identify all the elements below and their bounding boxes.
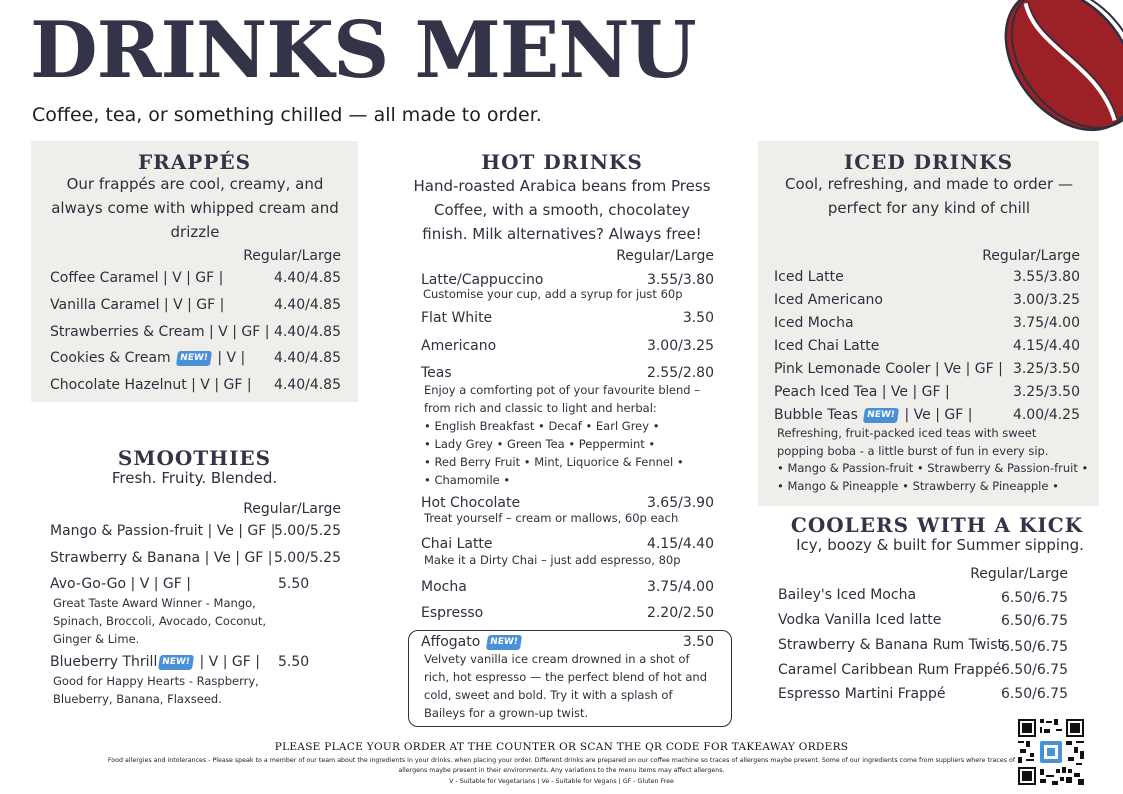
menu-item: Latte/Cappuccino: [421, 272, 544, 288]
iced-drinks-column-header: Regular/Large: [982, 248, 1080, 264]
footer-dietary-key: V - Suitable for Vegetarians | Ve - Suitable for Vegans | GF - Gluten Free: [449, 778, 674, 785]
menu-item: Strawberry & Banana | Ve | GF |: [50, 550, 273, 566]
menu-item-name: Affogato: [421, 634, 481, 650]
tea-list-line: • Red Berry Fruit • Mint, Liquorice & Fennel •: [424, 455, 684, 469]
menu-price: 5.50: [278, 576, 310, 592]
menu-price: 4.15/4.40: [1012, 338, 1080, 354]
menu-price: 3.75/4.00: [1012, 315, 1080, 331]
menu-price: 5.50: [278, 654, 310, 670]
menu-price: 3.55/3.80: [1012, 269, 1080, 285]
new-badge: NEW!: [863, 408, 899, 423]
smoothies-title: SMOOTHIES: [117, 446, 272, 470]
hot-drinks-title: HOT DRINKS: [481, 150, 643, 174]
menu-price: 3.00/3.25: [1012, 292, 1080, 308]
menu-item: Bailey's Iced Mocha: [778, 587, 917, 603]
menu-price: 5.00/5.25: [273, 523, 341, 539]
menu-price: 5.00/5.25: [273, 550, 341, 566]
menu-item: Flat White: [421, 310, 493, 326]
smoothies-description: Fresh. Fruity. Blended.: [111, 469, 278, 487]
iced-drinks-title: ICED DRINKS: [843, 150, 1014, 174]
frappes-description: Our frappés are cool, creamy, and always come with whipped cream and drizzle: [51, 175, 339, 241]
menu-price: 3.00/3.25: [646, 338, 714, 354]
menu-item-tags: | V | GF |: [199, 654, 260, 670]
menu-item-note: Customise your cup, add a syrup for just 60p: [423, 287, 683, 301]
menu-item: Peach Iced Tea | Ve | GF |: [774, 384, 950, 400]
menu-item: Teas: [421, 365, 452, 381]
menu-item: Mocha: [421, 579, 467, 595]
menu-item: Hot Chocolate: [421, 495, 521, 511]
frappes-column-header: Regular/Large: [243, 248, 341, 264]
menu-item: Coffee Caramel | V | GF |: [50, 270, 224, 286]
menu-item-tags: | V |: [217, 350, 246, 366]
menu-item: Iced Chai Latte: [774, 338, 880, 354]
footer-allergy-notice: Food allergies and intolerances - Please speak to a member of our team about the ingredients in your drinks, when placing your order. Different drinks are prepared on our coffee machine so traces of allergens maybe present. Some of our ingredients come from suppliers where traces of allergens maybe present in their environments. Any variations to the menu items may affect allergens.: [107, 757, 1016, 774]
qr-code-icon[interactable]: [1018, 719, 1084, 785]
coolers-description: Icy, boozy & built for Summer sipping.: [796, 536, 1084, 554]
menu-item-note: Refreshing, fruit-packed iced teas with sweet popping boba - a little burst of fun in every sip.: [777, 426, 1049, 458]
menu-price: 4.00/4.25: [1012, 407, 1080, 423]
iced-drinks-description: Cool, refreshing, and made to order — perfect for any kind of chill: [785, 175, 1073, 217]
tea-list-line: • Chamomile •: [424, 473, 511, 487]
menu-item: Americano: [421, 338, 497, 354]
menu-item: Espresso: [421, 605, 484, 621]
menu-price: 6.50/6.75: [1000, 686, 1068, 702]
menu-item-name: Bubble Teas: [774, 407, 858, 423]
menu-price: 3.25/3.50: [1012, 361, 1080, 377]
menu-item: Espresso Martini Frappé: [778, 686, 946, 702]
menu-item-note: Good for Happy Hearts - Raspberry, Blueberry, Banana, Flaxseed.: [53, 674, 259, 706]
boba-list-line: • Mango & Passion-fruit • Strawberry & Passion-fruit •: [777, 461, 1089, 475]
menu-price: 4.15/4.40: [646, 536, 714, 552]
menu-item-note: Great Taste Award Winner - Mango, Spinach, Broccoli, Avocado, Coconut, Ginger & Lime.: [53, 596, 267, 646]
menu-price: 3.25/3.50: [1012, 384, 1080, 400]
menu-item: Vanilla Caramel | V | GF |: [50, 297, 225, 313]
hot-drinks-description: Hand-roasted Arabica beans from Press Coffee, with a smooth, chocolatey finish. Milk alternatives? Always free!: [413, 177, 711, 243]
new-badge: NEW!: [176, 351, 212, 366]
menu-item: Pink Lemonade Cooler | Ve | GF |: [774, 361, 1003, 377]
coffee-bean-icon: [990, 0, 1123, 150]
menu-price: 6.50/6.75: [1000, 590, 1068, 606]
menu-item-note: Make it a Dirty Chai – just add espresso, 80p: [424, 553, 681, 567]
menu-item: [774, 407, 972, 423]
menu-item: Iced Mocha: [774, 315, 854, 331]
menu-price: 4.40/4.85: [273, 297, 341, 313]
menu-price: 4.40/4.85: [273, 270, 341, 286]
menu-price: 3.55/3.80: [646, 272, 714, 288]
coolers-column-header: Regular/Large: [970, 566, 1068, 582]
smoothies-column-header: Regular/Large: [243, 501, 341, 517]
menu-item-note: Velvety vanilla ice cream drowned in a shot of rich, hot espresso — the perfect blend of hot and cold, sweet and bold. Try it with a splash of Baileys for a grown-up twist.: [424, 652, 708, 720]
menu-item: [50, 350, 245, 366]
new-badge: NEW!: [158, 655, 194, 670]
menu-item: Mango & Passion-fruit | Ve | GF |: [50, 523, 276, 539]
menu-item: Avo-Go-Go | V | GF |: [50, 576, 191, 592]
boba-list-line: • Mango & Pineapple • Strawberry & Pineapple •: [777, 479, 1059, 493]
menu-item: Strawberries & Cream | V | GF |: [50, 324, 270, 340]
menu-price: 4.40/4.85: [273, 377, 341, 393]
frappes-title: FRAPPÉS: [137, 150, 252, 174]
coolers-title: COOLERS WITH A KICK: [790, 513, 1084, 537]
menu-item: Iced Americano: [774, 292, 883, 308]
tea-list-line: • Lady Grey • Green Tea • Peppermint •: [424, 437, 656, 451]
menu-item: Chocolate Hazelnut | V | GF |: [50, 377, 252, 393]
menu-price: 2.55/2.80: [646, 365, 714, 381]
menu-item: Vodka Vanilla Iced latte: [778, 612, 942, 628]
page-subtitle: Coffee, tea, or something chilled — all made to order.: [32, 104, 542, 126]
menu-price: 3.50: [682, 634, 714, 650]
menu-price: 4.40/4.85: [273, 350, 341, 366]
menu-price: 6.50/6.75: [1000, 613, 1068, 629]
hot-drinks-column-header: Regular/Large: [616, 248, 714, 264]
menu-item-name: Cookies & Cream: [50, 350, 171, 366]
menu-item-name: Blueberry Thrill: [50, 654, 158, 670]
menu-item-note: Treat yourself – cream or mallows, 60p each: [424, 511, 679, 525]
page-title: DRINKS MENU: [30, 5, 696, 96]
menu-item: Strawberry & Banana Rum Twist: [778, 637, 1003, 653]
menu-price: 3.75/4.00: [646, 579, 714, 595]
menu-item: [50, 654, 260, 670]
menu-item: [421, 634, 522, 650]
menu-item: Chai Latte: [421, 536, 493, 552]
menu-price: 3.50: [682, 310, 714, 326]
menu-item-tags: | Ve | GF |: [904, 407, 973, 423]
menu-price: 4.40/4.85: [273, 324, 341, 340]
menu-price: 2.20/2.50: [646, 605, 714, 621]
menu-price: 6.50/6.75: [1000, 639, 1068, 655]
tea-list-line: • English Breakfast • Decaf • Earl Grey •: [424, 419, 660, 433]
menu-price: 6.50/6.75: [1000, 662, 1068, 678]
menu-item: Caramel Caribbean Rum Frappé: [778, 662, 1002, 678]
menu-item: Iced Latte: [774, 269, 844, 285]
menu-price: 3.65/3.90: [646, 495, 714, 511]
footer-order-instructions: PLEASE PLACE YOUR ORDER AT THE COUNTER OR SCAN THE QR CODE FOR TAKEAWAY ORDERS: [274, 741, 849, 753]
new-badge: NEW!: [486, 635, 522, 650]
menu-item-note: Enjoy a comforting pot of your favourite blend – from rich and classic to light and herbal:: [424, 383, 700, 415]
